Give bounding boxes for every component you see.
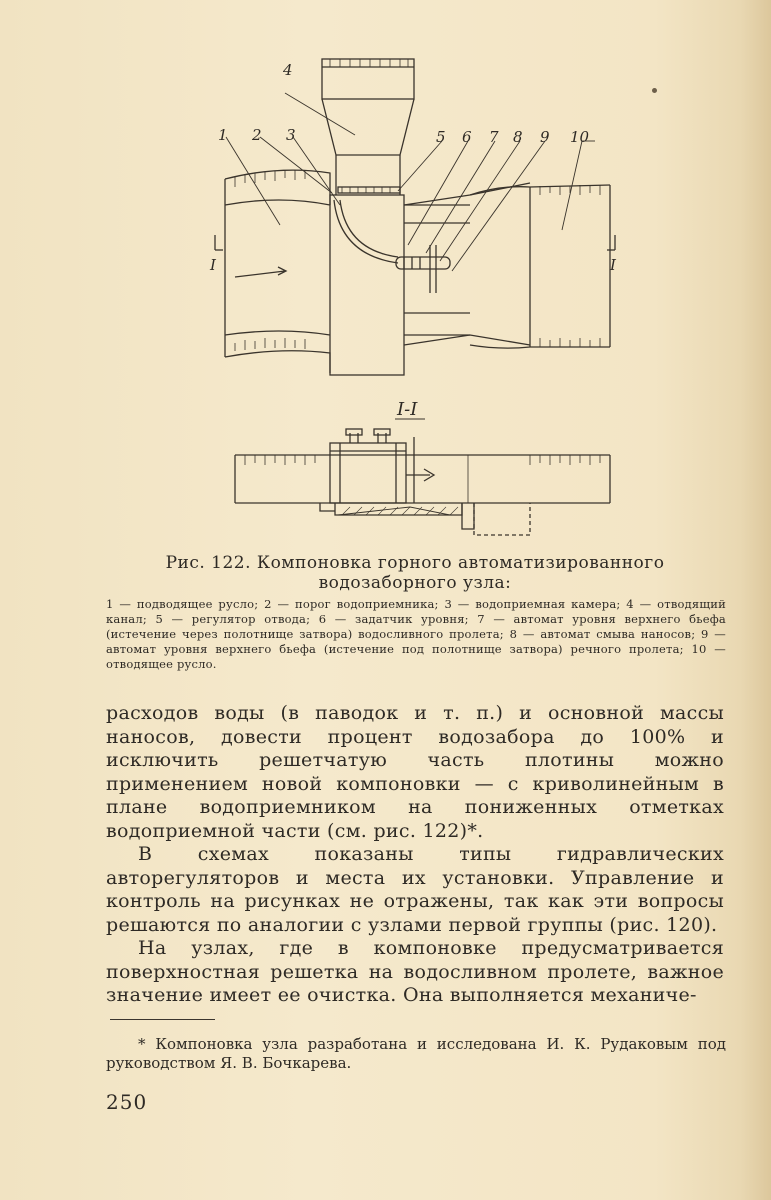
label-3: 3 (286, 126, 296, 144)
footnote-rule (110, 1019, 215, 1020)
paper-speck (652, 88, 657, 93)
label-5: 5 (436, 128, 446, 146)
label-1: 1 (218, 126, 228, 144)
label-7: 7 (489, 128, 499, 146)
intake-chamber (330, 195, 404, 375)
label-6: 6 (462, 128, 472, 146)
figure-122 (190, 45, 630, 555)
section-mark-left: I (210, 256, 216, 274)
section-title: I-I (397, 399, 418, 420)
footnote: * Компоновка узла разработана и исследована И. К. Рудаковым под руководством Я. В. Бочкарева. (106, 1035, 726, 1072)
plan-view (209, 59, 617, 420)
paragraph-3: На узлах, где в компоновке предусматривается поверхностная решетка на водосливном пролете, важное значение имеет ее очистка. Она выполняется механиче- (106, 937, 724, 1006)
label-2: 2 (252, 126, 262, 144)
label-4: 4 (283, 61, 293, 79)
figure-caption: Рис. 122. Компоновка горного автоматизированного водозаборного узла: (165, 553, 665, 593)
paragraph-2: В схемах показаны типы гидравлических авторегуляторов и места их установки. Управление и контроль на рисунках не отражены, так как эти вопросы решаются по аналогии с узлами первой группы (рис. 120). (106, 843, 724, 936)
regulator (338, 187, 400, 193)
body-text (106, 702, 724, 1008)
section-view (235, 419, 610, 535)
paragraph-1: расходов воды (в паводок и т. п.) и основной массы наносов, довести процент водозабора до 100% и исключить решетчатую часть плотины можно применением новой компоновки — с криволинейным в плане водоприемником на пониженных отметках водоприемной части (см. рис. 122)*. (106, 702, 724, 842)
label-9: 9 (540, 128, 550, 146)
figure-legend: 1 — подводящее русло; 2 — порог водоприемника; 3 — водоприемная камера; 4 — отводящий канал; 5 — регулятор отвода; 6 — задатчик уровня; 7 — автомат уровня верхнего бьефа (истечение через полотнище затвора) водосливного пролета; 8 — автомат смыва наносов; 9 — автомат уровня верхнего бьефа (истечение под полотнище затвора) речного пролета; 10 — отводящее русло. (106, 597, 726, 671)
label-10: 10 (570, 128, 590, 146)
page-number: 250 (106, 1090, 148, 1114)
label-8: 8 (513, 128, 523, 146)
section-mark-right: I (610, 256, 616, 274)
